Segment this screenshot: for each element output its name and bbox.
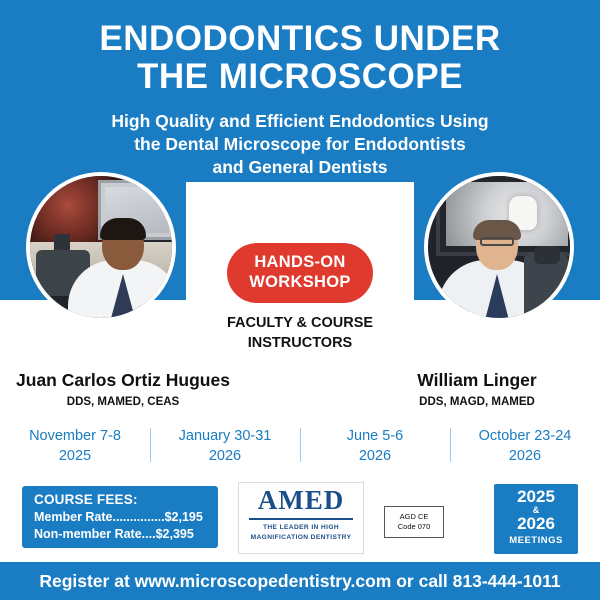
badge-line-2: WORKSHOP bbox=[249, 273, 351, 291]
course-date-1-year: 2025 bbox=[58, 448, 92, 465]
amed-wordmark: AMED bbox=[257, 485, 345, 515]
instructor-photo-right bbox=[424, 172, 574, 322]
subtitle-line-3: and General Dentists bbox=[212, 156, 388, 177]
agd-ce-box bbox=[384, 506, 444, 538]
hair-left bbox=[100, 218, 146, 240]
amed-divider bbox=[249, 518, 353, 520]
course-date-2[interactable] bbox=[150, 426, 300, 467]
instructor-name-left bbox=[0, 370, 246, 408]
amed-tagline-line-1: THE LEADER IN HIGH bbox=[262, 524, 340, 531]
amed-logo bbox=[238, 482, 364, 554]
course-date-4[interactable] bbox=[450, 426, 600, 467]
footer-bar[interactable] bbox=[0, 562, 600, 600]
member-rate-price: $2,195 bbox=[164, 510, 203, 524]
course-date-1-range: November 7-8 bbox=[29, 428, 121, 444]
person-left bbox=[68, 226, 176, 322]
subtitle-line-1: High Quality and Efficient Endodontics Using bbox=[111, 110, 489, 131]
instructor-credentials-left: DDS, MAMED, CEAS bbox=[66, 396, 180, 408]
photo-right-background bbox=[428, 176, 570, 318]
time-location-block bbox=[200, 190, 400, 232]
course-time: 8am - 4pm bbox=[264, 192, 336, 208]
course-date-4-year: 2026 bbox=[508, 448, 542, 465]
amed-tagline-line-2: MAGNIFICATION DENTISTRY bbox=[250, 533, 352, 541]
course-date-2-year: 2026 bbox=[208, 448, 242, 465]
footer-register-text: Register at www.microscopedentistry.com or call 813-444-1011 bbox=[39, 570, 561, 591]
course-fees-box bbox=[22, 486, 218, 548]
course-fees-title: COURSE FEES: bbox=[34, 492, 138, 507]
subtitle-line-2: the Dental Microscope for Endodontists bbox=[134, 133, 466, 154]
faculty-label bbox=[200, 314, 400, 353]
nonmember-rate-price: $2,395 bbox=[155, 527, 194, 541]
meetings-label: MEETINGS bbox=[509, 534, 563, 546]
instructor-name-text-left: Juan Carlos Ortiz Hugues bbox=[16, 370, 230, 390]
course-date-1[interactable] bbox=[0, 426, 150, 467]
nonmember-rate-label: Non-member Rate.... bbox=[34, 527, 156, 541]
course-location: Charlotte, NC bbox=[253, 213, 347, 230]
meetings-year-1: 2025 bbox=[517, 487, 555, 506]
course-date-2-range: January 30-31 bbox=[178, 428, 272, 444]
badge-line-1: HANDS-ON bbox=[254, 253, 346, 272]
instructor-credentials-right: DDS, MAGD, MAMED bbox=[419, 396, 535, 408]
meetings-year-2: 2026 bbox=[517, 513, 555, 533]
course-date-4-range: October 23-24 bbox=[478, 428, 572, 444]
page-title-line-1: ENDODONTICS UNDER bbox=[99, 19, 501, 58]
instructor-photo-left bbox=[26, 172, 176, 322]
meetings-ampersand: & bbox=[532, 504, 540, 515]
glasses-icon bbox=[480, 237, 514, 246]
faculty-label-line-1: FACULTY & COURSE bbox=[226, 315, 374, 331]
hands-on-workshop-badge bbox=[227, 243, 373, 303]
instructor-name-right bbox=[354, 370, 600, 408]
agd-ce-line-2: Code 070 bbox=[397, 522, 431, 532]
member-rate-row bbox=[34, 510, 208, 524]
course-date-3-year: 2026 bbox=[358, 448, 392, 465]
member-rate-label: Member Rate............... bbox=[34, 510, 165, 524]
meetings-badge bbox=[494, 484, 578, 554]
subtitle-block bbox=[0, 110, 600, 179]
faculty-label-line-2: INSTRUCTORS bbox=[247, 334, 353, 351]
nonmember-rate-row bbox=[34, 527, 208, 541]
microscope-eyepiece bbox=[534, 246, 560, 264]
instructor-name-text-right: William Linger bbox=[417, 370, 537, 390]
photo-left-background bbox=[30, 176, 172, 318]
course-date-3[interactable] bbox=[300, 426, 450, 467]
header-banner bbox=[0, 0, 600, 182]
course-date-3-range: June 5-6 bbox=[346, 428, 404, 444]
page-title-line-2: THE MICROSCOPE bbox=[137, 56, 463, 96]
agd-ce-line-1: AGD CE bbox=[399, 512, 429, 521]
course-dates-row bbox=[0, 426, 600, 467]
